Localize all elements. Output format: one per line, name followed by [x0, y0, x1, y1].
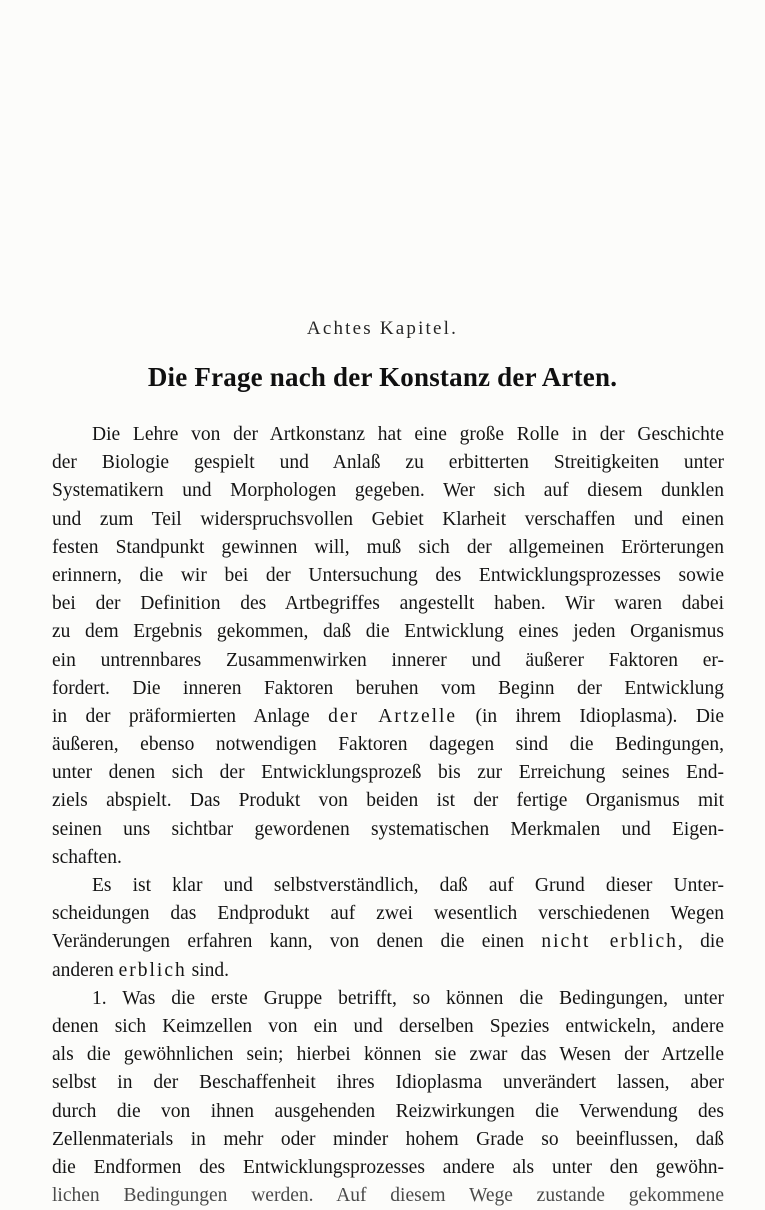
paragraph-3: [52, 985, 724, 1210]
paragraph-1: [52, 421, 724, 872]
text-line: in der präformierten Anlage der Artzelle (in ihrem Idioplasma). Die: [52, 705, 724, 727]
spaced-emphasis: nicht erblich: [541, 931, 678, 953]
body-text: [52, 421, 724, 1210]
text-line: zu dem Ergebnis gekommen, daß die Entwicklung eines jeden Organismus: [52, 621, 724, 643]
text-line: lichen Bedingungen werden. Auf diesem Wege zustande gekommene: [52, 1185, 724, 1207]
text-line: festen Standpunkt gewinnen will, muß sich der allgemeinen Erörterungen: [52, 536, 724, 558]
spaced-emphasis: erblich: [118, 959, 187, 981]
spaced-emphasis: der Artzelle: [328, 705, 458, 727]
text-line: schaften.: [52, 846, 122, 868]
text-line: und zum Teil widerspruchsvollen Gebiet Klarheit verschaffen und einen: [52, 508, 724, 530]
text-line: bei der Definition des Artbegriffes angestellt haben. Wir waren dabei: [52, 593, 724, 615]
paragraph-2: [52, 872, 724, 985]
text-line: die Endformen des Entwicklungsprozesses andere als unter den gewöhn-: [52, 1156, 724, 1178]
text-line: Die Lehre von der Artkonstanz hat eine große Rolle in der Geschichte: [92, 424, 724, 445]
text-line: als die gewöhnlichen sein; hierbei können sie zwar das Wesen der Artzelle: [52, 1044, 724, 1066]
text-line: Veränderungen erfahren kann, von denen die einen nicht erblich, die: [52, 931, 724, 953]
text-line: äußeren, ebenso notwendigen Faktoren dagegen sind die Bedingungen,: [52, 734, 724, 756]
text-line: ziels abspielt. Das Produkt von beiden ist der fertige Organismus mit: [52, 790, 724, 812]
text-line: selbst in der Beschaffenheit ihres Idioplasma unverändert lassen, aber: [52, 1072, 724, 1094]
text-line: anderen erblich sind.: [52, 959, 229, 981]
chapter-title: Die Frage nach der Konstanz der Arten.: [147, 362, 618, 392]
text-line: scheidungen das Endprodukt auf zwei wesentlich verschiedenen Wegen: [52, 903, 724, 925]
text-line: ein untrennbares Zusammenwirken innerer und äußerer Faktoren er-: [52, 649, 724, 671]
text-line: unter denen sich der Entwicklungsprozeß bis zur Erreichung seines End-: [52, 762, 724, 784]
text-line: denen sich Keimzellen von ein und derselben Spezies entwickeln, andere: [52, 1015, 724, 1037]
text-line: der Biologie gespielt und Anlaß zu erbitterten Streitigkeiten unter: [52, 452, 724, 474]
text-line: Es ist klar und selbstverständlich, daß auf Grund dieser Unter-: [92, 875, 724, 896]
text-line: erinnern, die wir bei der Untersuchung des Entwicklungsprozesses sowie: [52, 564, 724, 586]
text-line: fordert. Die inneren Faktoren beruhen vom Beginn der Entwicklung: [52, 677, 724, 699]
text-line: Zellenmaterials in mehr oder minder hohem Grade so beeinflussen, daß: [52, 1128, 724, 1150]
chapter-number: Achtes Kapitel.: [306, 318, 459, 339]
text-line: durch die von ihnen ausgehenden Reizwirkungen die Verwendung des: [52, 1100, 724, 1122]
text-line: 1. Was die erste Gruppe betrifft, so können die Bedingungen, unter: [92, 987, 724, 1009]
text-line: seinen uns sichtbar gewordenen systematischen Merkmalen und Eigen-: [52, 818, 724, 840]
text-line: Systematikern und Morphologen gegeben. Wer sich auf diesem dunklen: [52, 480, 724, 502]
